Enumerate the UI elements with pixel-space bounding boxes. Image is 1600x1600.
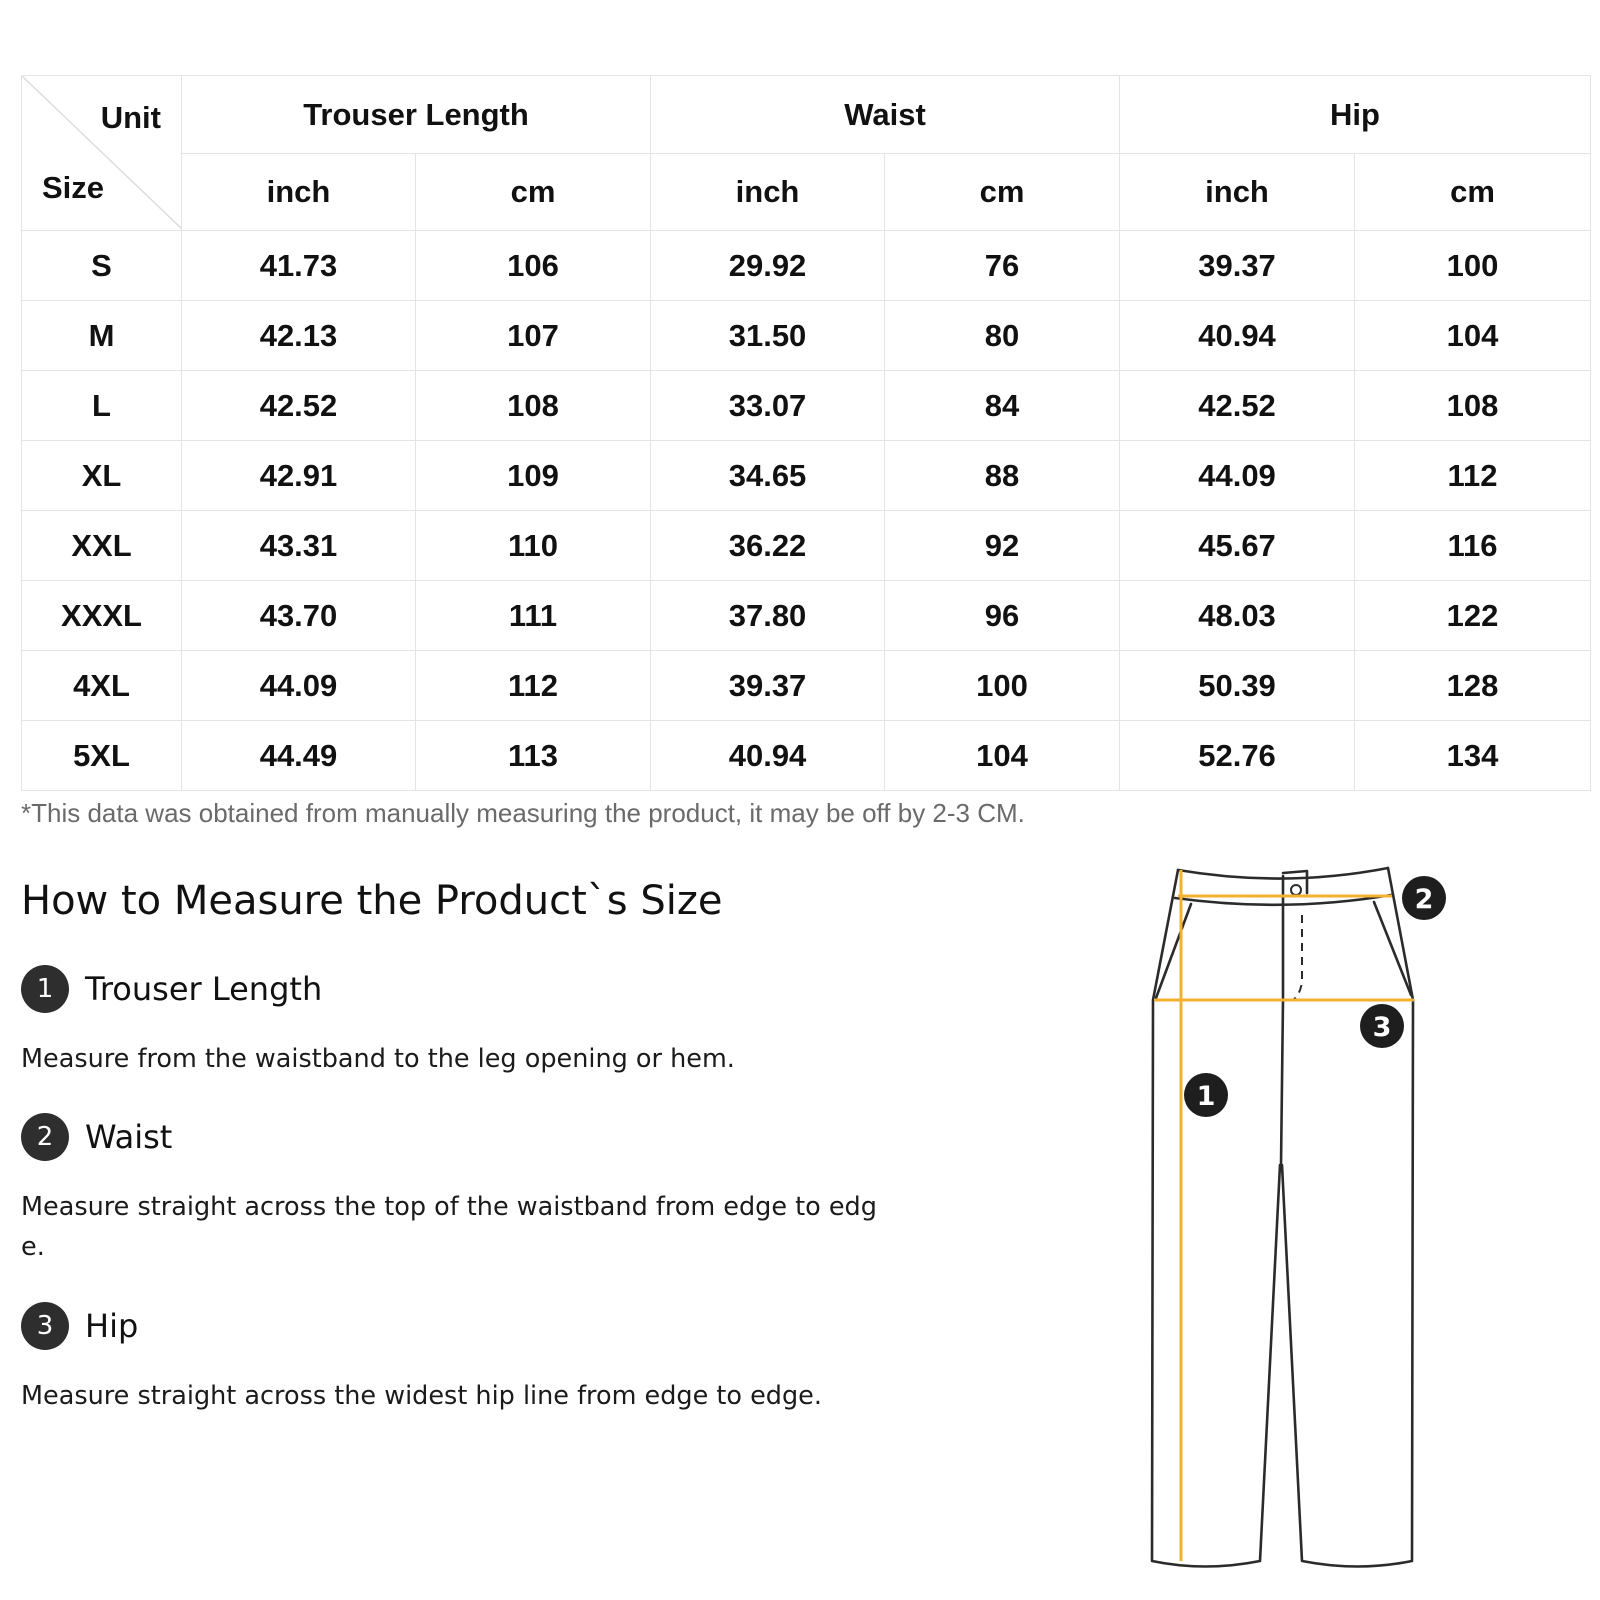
crotch-line — [1281, 1000, 1283, 1165]
size-chart-table — [21, 75, 1591, 791]
value-cell: 42.13 — [182, 301, 416, 371]
value-cell: 52.76 — [1120, 721, 1355, 791]
step-description: Measure from the waistband to the leg opening or hem. — [21, 1044, 735, 1074]
corner-unit-label: Unit — [100, 100, 161, 135]
right-pocket — [1374, 902, 1411, 995]
value-cell: 108 — [1355, 371, 1591, 441]
table-row — [22, 301, 1591, 371]
value-cell: 42.52 — [1120, 371, 1355, 441]
step-hip — [21, 1302, 881, 1416]
table-row — [22, 651, 1591, 721]
value-cell: 88 — [885, 441, 1120, 511]
value-cell: 100 — [885, 651, 1120, 721]
size-cell: M — [22, 301, 182, 371]
group-header-trouser-length: Trouser Length — [182, 76, 651, 154]
table-row — [22, 231, 1591, 301]
corner-diagonal — [22, 76, 182, 229]
value-cell: 33.07 — [651, 371, 885, 441]
value-cell: 45.67 — [1120, 511, 1355, 581]
how-to-measure-title: How to Measure the Product`s Size — [21, 878, 723, 924]
step-title: Trouser Length — [85, 970, 323, 1008]
value-cell: 109 — [416, 441, 651, 511]
size-cell: 4XL — [22, 651, 182, 721]
value-cell: 40.94 — [651, 721, 885, 791]
value-cell: 92 — [885, 511, 1120, 581]
table-row — [22, 371, 1591, 441]
value-cell: 48.03 — [1120, 581, 1355, 651]
size-cell: 5XL — [22, 721, 182, 791]
value-cell: 106 — [416, 231, 651, 301]
value-cell: 107 — [416, 301, 651, 371]
step-number-badge: 3 — [21, 1302, 69, 1350]
value-cell: 41.73 — [182, 231, 416, 301]
value-cell: 50.39 — [1120, 651, 1355, 721]
unit-header-cell: inch — [182, 154, 416, 231]
unit-header-cell: cm — [885, 154, 1120, 231]
marker-2 — [1402, 876, 1446, 920]
button-icon — [1291, 885, 1301, 895]
value-cell: 40.94 — [1120, 301, 1355, 371]
step-header — [21, 1302, 881, 1350]
value-cell: 76 — [885, 231, 1120, 301]
step-title: Hip — [85, 1307, 139, 1345]
table-row — [22, 441, 1591, 511]
corner-size-label: Size — [42, 170, 105, 205]
value-cell: 80 — [885, 301, 1120, 371]
group-header-waist: Waist — [651, 76, 1120, 154]
value-cell: 84 — [885, 371, 1120, 441]
value-cell: 29.92 — [651, 231, 885, 301]
step-header — [21, 965, 881, 1013]
value-cell: 44.09 — [1120, 441, 1355, 511]
value-cell: 39.37 — [1120, 231, 1355, 301]
step-description: Measure straight across the widest hip line from edge to edge. — [21, 1381, 822, 1411]
table-row — [22, 721, 1591, 791]
value-cell: 104 — [885, 721, 1120, 791]
value-cell: 44.09 — [182, 651, 416, 721]
table-row — [22, 511, 1591, 581]
value-cell: 37.80 — [651, 581, 885, 651]
unit-header-row — [22, 154, 1591, 231]
marker-2-label: 2 — [1414, 884, 1434, 915]
step-header — [21, 1113, 881, 1161]
group-header-hip: Hip — [1120, 76, 1591, 154]
value-cell: 134 — [1355, 721, 1591, 791]
value-cell: 43.31 — [182, 511, 416, 581]
value-cell: 108 — [416, 371, 651, 441]
step-number-badge: 2 — [21, 1113, 69, 1161]
value-cell: 116 — [1355, 511, 1591, 581]
group-header-row — [22, 76, 1591, 154]
marker-1 — [1184, 1073, 1228, 1117]
marker-3-label: 3 — [1372, 1012, 1392, 1043]
unit-header-cell: cm — [1355, 154, 1591, 231]
value-cell: 112 — [416, 651, 651, 721]
unit-header-cell: cm — [416, 154, 651, 231]
size-cell: XXXL — [22, 581, 182, 651]
measurement-note: *This data was obtained from manually measuring the product, it may be off by 2-3 CM. — [21, 798, 1025, 828]
marker-3 — [1360, 1004, 1404, 1048]
value-cell: 42.52 — [182, 371, 416, 441]
value-cell: 128 — [1355, 651, 1591, 721]
step-number-badge: 1 — [21, 965, 69, 1013]
fly-stitch — [1293, 915, 1302, 1000]
step-title: Waist — [85, 1118, 173, 1156]
value-cell: 44.49 — [182, 721, 416, 791]
table-row — [22, 581, 1591, 651]
value-cell: 34.65 — [651, 441, 885, 511]
size-cell: S — [22, 231, 182, 301]
value-cell: 113 — [416, 721, 651, 791]
step-description: Measure straight across the top of the waistband from edge to edge. — [21, 1192, 877, 1262]
size-cell: XXL — [22, 511, 182, 581]
size-cell: L — [22, 371, 182, 441]
size-cell: XL — [22, 441, 182, 511]
trousers-outline — [1152, 868, 1413, 1567]
value-cell: 39.37 — [651, 651, 885, 721]
value-cell: 111 — [416, 581, 651, 651]
value-cell: 100 — [1355, 231, 1591, 301]
value-cell: 104 — [1355, 301, 1591, 371]
value-cell: 42.91 — [182, 441, 416, 511]
step-trouser-length — [21, 965, 881, 1079]
step-waist — [21, 1113, 881, 1267]
value-cell: 122 — [1355, 581, 1591, 651]
corner-cell — [22, 76, 182, 231]
unit-header-cell: inch — [1120, 154, 1355, 231]
value-cell: 36.22 — [651, 511, 885, 581]
trousers-diagram — [1140, 860, 1470, 1580]
unit-header-cell: inch — [651, 154, 885, 231]
value-cell: 31.50 — [651, 301, 885, 371]
left-leg-outline — [1152, 870, 1280, 1567]
value-cell: 110 — [416, 511, 651, 581]
marker-1-label: 1 — [1196, 1081, 1216, 1112]
value-cell: 43.70 — [182, 581, 416, 651]
value-cell: 96 — [885, 581, 1120, 651]
value-cell: 112 — [1355, 441, 1591, 511]
